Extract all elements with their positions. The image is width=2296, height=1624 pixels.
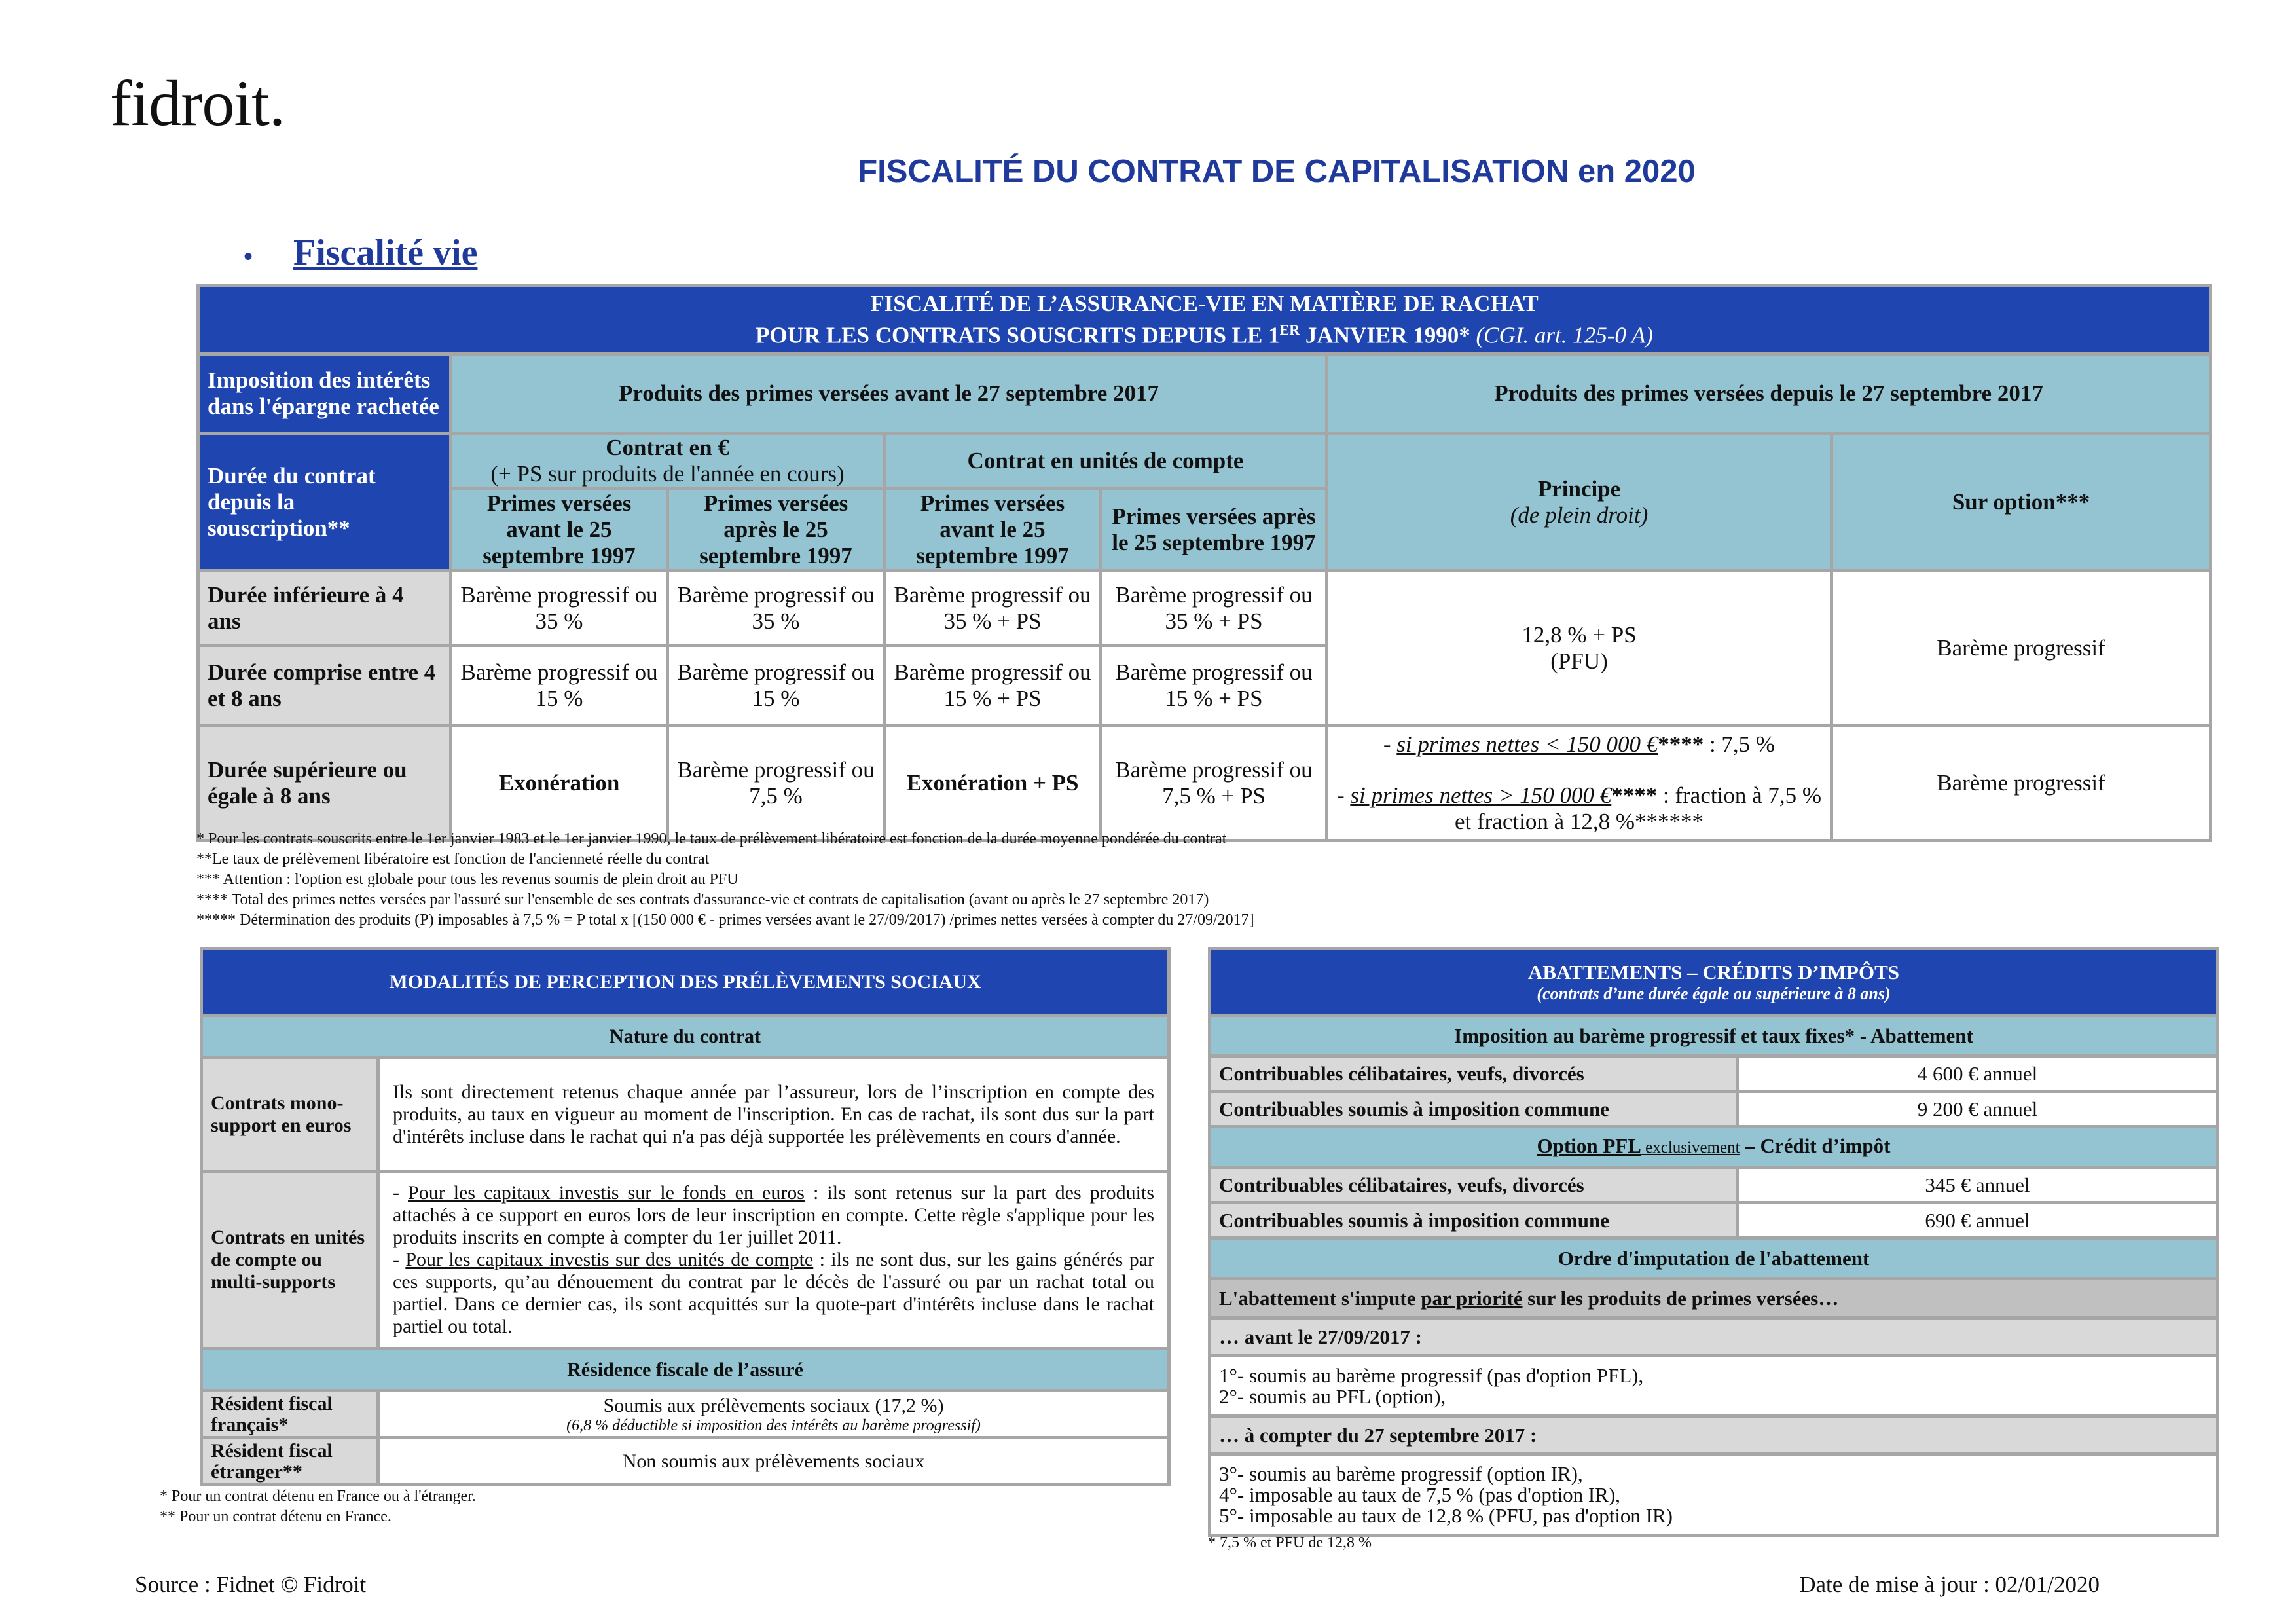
- row-label: Contrats mono-support en euros: [202, 1058, 378, 1172]
- table-title: MODALITÉS DE PERCEPTION DES PRÉLÈVEMENTS SOCIAUX: [202, 949, 1169, 1016]
- impute-row: L'abattement s'impute par priorité sur les produits de primes versées…: [1210, 1279, 2218, 1318]
- cell: 690 € annuel: [1738, 1203, 2218, 1238]
- apres-list: 3°- soumis au barème progressif (option IR), 4°- imposable au taux de 7,5 % (pas d'option IR), 5°- imposable au taux de 12,8 % (PFU, pas d'option IR): [1210, 1454, 2218, 1536]
- table-row: [202, 1058, 1169, 1172]
- nature-header: Nature du contrat: [202, 1016, 1169, 1058]
- table-row: [1210, 1092, 2218, 1127]
- residence-header: Résidence fiscale de l’assuré: [202, 1349, 1169, 1391]
- table-row: [202, 1172, 1169, 1349]
- imposition-header: Imposition au barème progressif et taux fixes* - Abattement: [1210, 1016, 2218, 1056]
- row-label: Contribuables soumis à imposition commune: [1210, 1203, 1738, 1238]
- bullet-icon: •: [244, 241, 253, 271]
- table-row: [198, 726, 2211, 841]
- row-label: Durée comprise entre 4 et 8 ans: [198, 646, 451, 726]
- row-label: Résident fiscal étranger**: [202, 1438, 378, 1485]
- sub-header-avant-1997: Primes versées avant le 25 septembre 1997: [884, 489, 1101, 571]
- avant-header: … avant le 27/09/2017 :: [1210, 1318, 2218, 1356]
- footnote: **Le taux de prélèvement libératoire est fonction de l'ancienneté réelle du contrat: [196, 851, 710, 868]
- cell: 345 € annuel: [1738, 1168, 2218, 1203]
- table3-footnote: * 7,5 % et PFU de 12,8 %: [1208, 1534, 1372, 1551]
- avant-list: 1°- soumis au barème progressif (pas d'option PFL), 2°- soumis au PFL (option),: [1210, 1356, 2218, 1416]
- contrat-euro-header: Contrat en € (+ PS sur produits de l'année en cours): [451, 434, 884, 489]
- table-row: [1210, 1203, 2218, 1238]
- cell: 4 600 € annuel: [1738, 1056, 2218, 1092]
- abattements-table: [1208, 947, 2219, 1537]
- cell: Barème progressif ou 15 %: [451, 646, 668, 726]
- row-label: Contrats en unités de compte ou multi-supports: [202, 1172, 378, 1349]
- footnote: ** Pour un contrat détenu en France.: [160, 1508, 392, 1525]
- pfl-header: Option PFL exclusivement – Crédit d’impôt: [1210, 1127, 2218, 1168]
- col-header-before-2017: Produits des primes versées avant le 27 septembre 2017: [451, 354, 1327, 434]
- cell: Non soumis aux prélèvements sociaux: [378, 1438, 1169, 1485]
- table-row: [1210, 1056, 2218, 1092]
- row-label: Durée supérieure ou égale à 8 ans: [198, 726, 451, 841]
- cell: - Pour les capitaux investis sur le fonds en euros : ils sont retenus sur la part des produits attachés à ce support en euros lors de leur inscription en compte. Cette règle s'applique pour les produits inscrits en compte à compter du 1er juillet 2011. - Pour les capitaux investis sur des unités de compte : ils ne sont dus, sur les gains générés par ces supports, qu’au dénouement du contrat par le décès de l'assuré ou par un rachat total ou partiel. Dans ce dernier cas, ils sont acquittés sur la quote-part d'intérêts incluse dans le rachat partiel ou total.: [378, 1172, 1169, 1349]
- gt8-principe-cell: - si primes nettes < 150 000 €**** : 7,5 % - si primes nettes > 150 000 €**** : fraction à 7,5 % et fraction à 12,8 %******: [1327, 726, 1832, 841]
- cell: Ils sont directement retenus chaque année par l’assureur, lors de l’inscription en compte des produits, au taux en vigueur au moment de l'inscription. En cas de rachat, ils sont dus sur la part d'intérêts incluse dans le rachat qui n'a pas déjà supportée les prélèvements en cours d'année.: [378, 1058, 1169, 1172]
- fiscalite-vie-table: [196, 284, 2212, 842]
- cell: Barème progressif ou 7,5 % + PS: [1101, 726, 1327, 841]
- table-row: [202, 1438, 1169, 1485]
- table-title: FISCALITÉ DE L’ASSURANCE-VIE EN MATIÈRE DE RACHAT POUR LES CONTRATS SOUSCRITS DEPUIS LE 1ER JANVIER 1990* (CGI. art. 125-0 A): [198, 286, 2211, 354]
- sub-header-avant-1997: Primes versées avant le 25 septembre 1997: [451, 489, 668, 571]
- cell: Exonération + PS: [884, 726, 1101, 841]
- footnote: * Pour les contrats souscrits entre le 1er janvier 1983 et le 1er janvier 1990, le taux de prélèvement libératoire est fonction de la durée moyenne pondérée du contrat: [196, 830, 1227, 847]
- contrat-uc-header: Contrat en unités de compte: [884, 434, 1327, 489]
- cell: Barème progressif ou 15 %: [668, 646, 884, 726]
- row-label: Contribuables célibataires, veufs, divorcés: [1210, 1168, 1738, 1203]
- sub-header-apres-1997: Primes versées après le 25 septembre 1997: [668, 489, 884, 571]
- bareme-cell: Barème progressif: [1832, 726, 2211, 841]
- cell: Barème progressif ou 15 % + PS: [884, 646, 1101, 726]
- footnote: *** Attention : l'option est globale pour tous les revenus soumis de plein droit au PFU: [196, 871, 738, 888]
- cell: 9 200 € annuel: [1738, 1092, 2218, 1127]
- footer-date: Date de mise à jour : 02/01/2020: [1799, 1572, 2100, 1597]
- page-title: FISCALITÉ DU CONTRAT DE CAPITALISATION en 2020: [858, 154, 1696, 189]
- table-row: [1210, 1168, 2218, 1203]
- cell: Barème progressif ou 35 % + PS: [884, 571, 1101, 646]
- fidroit-logo: fidroit.: [110, 67, 285, 139]
- sub-header-apres-1997: Primes versées après le 25 septembre 1997: [1101, 489, 1327, 571]
- footer-source: Source : Fidnet © Fidroit: [135, 1572, 367, 1597]
- row-header-imposition: Imposition des intérêts dans l'épargne rachetée: [198, 354, 451, 434]
- pfu-cell: 12,8 % + PS (PFU): [1327, 571, 1832, 726]
- row-label: Contribuables soumis à imposition commune: [1210, 1092, 1738, 1127]
- principe-header: Principe (de plein droit): [1327, 434, 1832, 571]
- table-title: ABATTEMENTS – CRÉDITS D’IMPÔTS (contrats d’une durée égale ou supérieure à 8 ans): [1210, 949, 2218, 1016]
- sur-option-header: Sur option***: [1832, 434, 2211, 571]
- footnote: ***** Détermination des produits (P) imposables à 7,5 % = P total x [(150 000 € - primes versées avant le 27/09/2017) /primes nettes versées à compter du 27/09/2017]: [196, 912, 1254, 929]
- col-header-after-2017: Produits des primes versées depuis le 27 septembre 2017: [1327, 354, 2211, 434]
- apres-header: … à compter du 27 septembre 2017 :: [1210, 1416, 2218, 1454]
- section-heading: • Fiscalité vie: [244, 232, 478, 273]
- bareme-cell: Barème progressif: [1832, 571, 2211, 726]
- cell: Barème progressif ou 35 %: [451, 571, 668, 646]
- table2-footnotes: [160, 1486, 1142, 1527]
- cell: Barème progressif ou 35 %: [668, 571, 884, 646]
- footnote: * Pour un contrat détenu en France ou à l'étranger.: [160, 1488, 476, 1505]
- cell: Exonération: [451, 726, 668, 841]
- cell: Barème progressif ou 7,5 %: [668, 726, 884, 841]
- row-header-duree: Durée du contrat depuis la souscription**: [198, 434, 451, 571]
- table1-footnotes: [196, 829, 2226, 931]
- prelevements-sociaux-table: [200, 947, 1171, 1486]
- ordre-header: Ordre d'imputation de l'abattement: [1210, 1238, 2218, 1279]
- cell: Soumis aux prélèvements sociaux (17,2 %) (6,8 % déductible si imposition des intérêts au barème progressif): [378, 1391, 1169, 1438]
- table-row: [198, 571, 2211, 646]
- row-label: Contribuables célibataires, veufs, divorcés: [1210, 1056, 1738, 1092]
- row-label: Durée inférieure à 4 ans: [198, 571, 451, 646]
- row-label: Résident fiscal français*: [202, 1391, 378, 1438]
- footnote: **** Total des primes nettes versées par l'assuré sur l'ensemble de ses contrats d'assurance-vie et contrats de capitalisation (avant ou après le 27 septembre 2017): [196, 891, 1209, 908]
- table-row: [202, 1391, 1169, 1438]
- cell: Barème progressif ou 15 % + PS: [1101, 646, 1327, 726]
- cell: Barème progressif ou 35 % + PS: [1101, 571, 1327, 646]
